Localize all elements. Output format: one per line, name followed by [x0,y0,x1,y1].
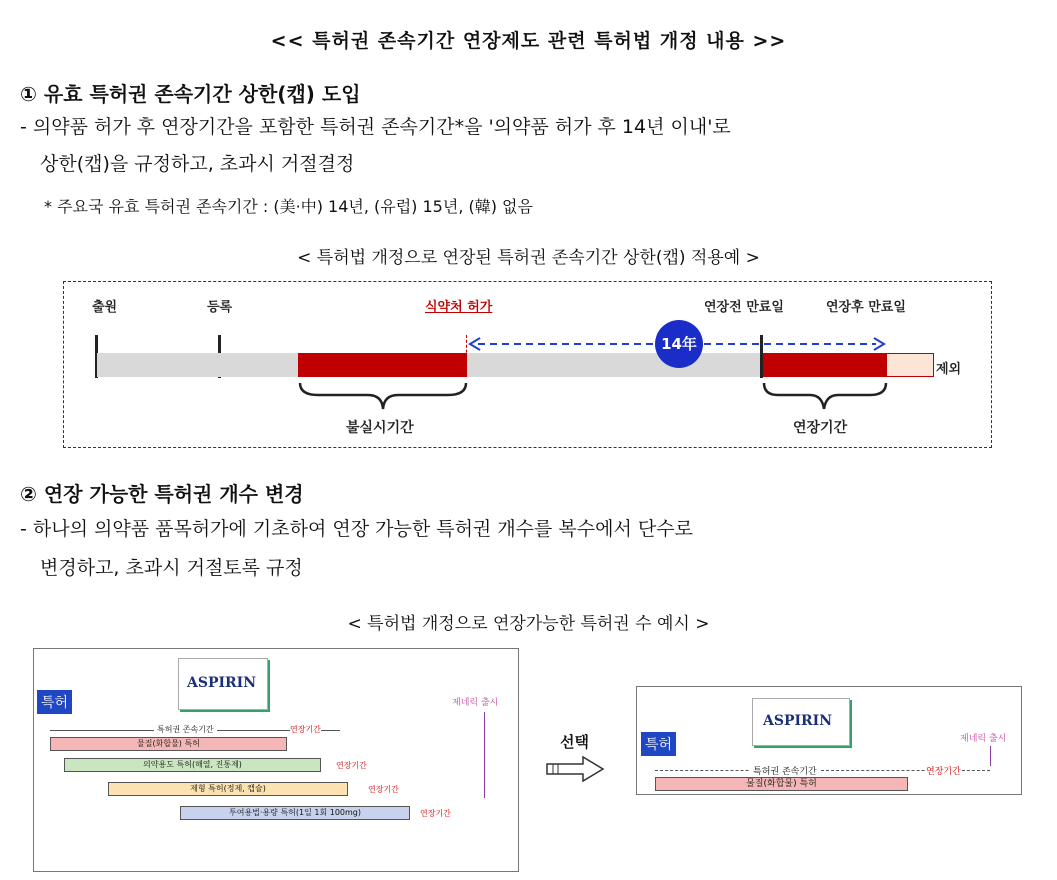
label-expiry-after: 연장후 만료일 [826,300,906,315]
label-lost-period: 불실시기간 [346,420,414,436]
term-label-right: 특허권 존속기간 [750,764,820,777]
ext-label-left-1: 연장기간 [290,725,321,734]
patent-row-3: 제형 특허(정제, 캡슐) [108,782,348,796]
extension-period-brace [762,381,888,411]
document-title: << 특허권 존속기간 연장제도 관련 특허법 개정 내용 >> [270,30,787,52]
patent-row-right: 물질(화합물) 특허 [655,777,908,791]
label-expiry-before: 연장전 만료일 [704,300,784,315]
label-extension-period: 연장기간 [793,420,848,436]
lost-period-bar [298,353,467,377]
patent-row-2: 의약용도 특허(해열, 진통제) [64,758,321,772]
ext-label-left-4: 연장기간 [420,809,451,818]
aspirin-box-right [752,698,850,746]
term-label-left: 특허권 존속기간 [154,724,217,735]
label-filing: 출원 [92,300,118,315]
generic-launch-right: 제네릭 출시 [960,734,1007,744]
aspirin-box-left [178,658,268,710]
ext-label-left-2: 연장기간 [336,761,367,770]
ext-label-right: 연장기간 [926,764,961,777]
patent-tag-right: 특허 [641,732,676,756]
section1-line1: - 의약품 허가 후 연장기간을 포함한 특허권 존속기간*을 '의약품 허가 후 14년 이내'로 [20,116,731,138]
patent-tag-left: 특허 [37,690,72,714]
aspirin-brand-right: ASPIRIN [763,713,833,729]
label-approval: 식약처 허가 [425,300,493,315]
section2-caption: < 특허법 개정으로 연장가능한 특허권 수 예시 > [347,614,710,634]
section1-heading: ① 유효 특허권 존속기간 상한(캡) 도입 [20,82,361,106]
patent-row-4: 투여용법·용량 특허(1일 1회 100mg) [180,806,410,820]
fourteen-year-badge: 14年 [655,320,703,368]
patent-row-1: 물질(화합물) 특허 [50,737,287,751]
select-arrow-icon [545,755,607,783]
extension-period-bar [763,353,887,377]
section2-line1: - 하나의 의약품 품목허가에 기초하여 연장 가능한 특허권 개수를 복수에서 단수로 [20,518,693,540]
section2-heading: ② 연장 가능한 특허권 개수 변경 [20,482,304,506]
label-excluded: 제외 [936,362,962,377]
section1-footnote: * 주요국 유효 특허권 존속기간 : (美·中) 14년, (유럽) 15년, (韓) 없음 [44,197,533,216]
label-registration: 등록 [207,300,233,315]
section2-line2: 변경하고, 초과시 거절토록 규정 [40,557,303,579]
generic-launch-left: 제네릭 출시 [452,698,499,708]
generic-launch-line-right [990,746,991,766]
section1-line2: 상한(캡)을 규정하고, 초과시 거절결정 [40,153,355,175]
aspirin-brand-left: ASPIRIN [187,675,257,691]
section1-caption: < 특허법 개정으로 연장된 특허권 존속기간 상한(캡) 적용예 > [297,248,760,268]
excluded-period-bar [886,353,934,377]
select-label: 선택 [560,733,589,751]
generic-launch-line-left [484,712,485,798]
ext-label-left-3: 연장기간 [368,785,399,794]
lost-period-brace [298,381,468,411]
